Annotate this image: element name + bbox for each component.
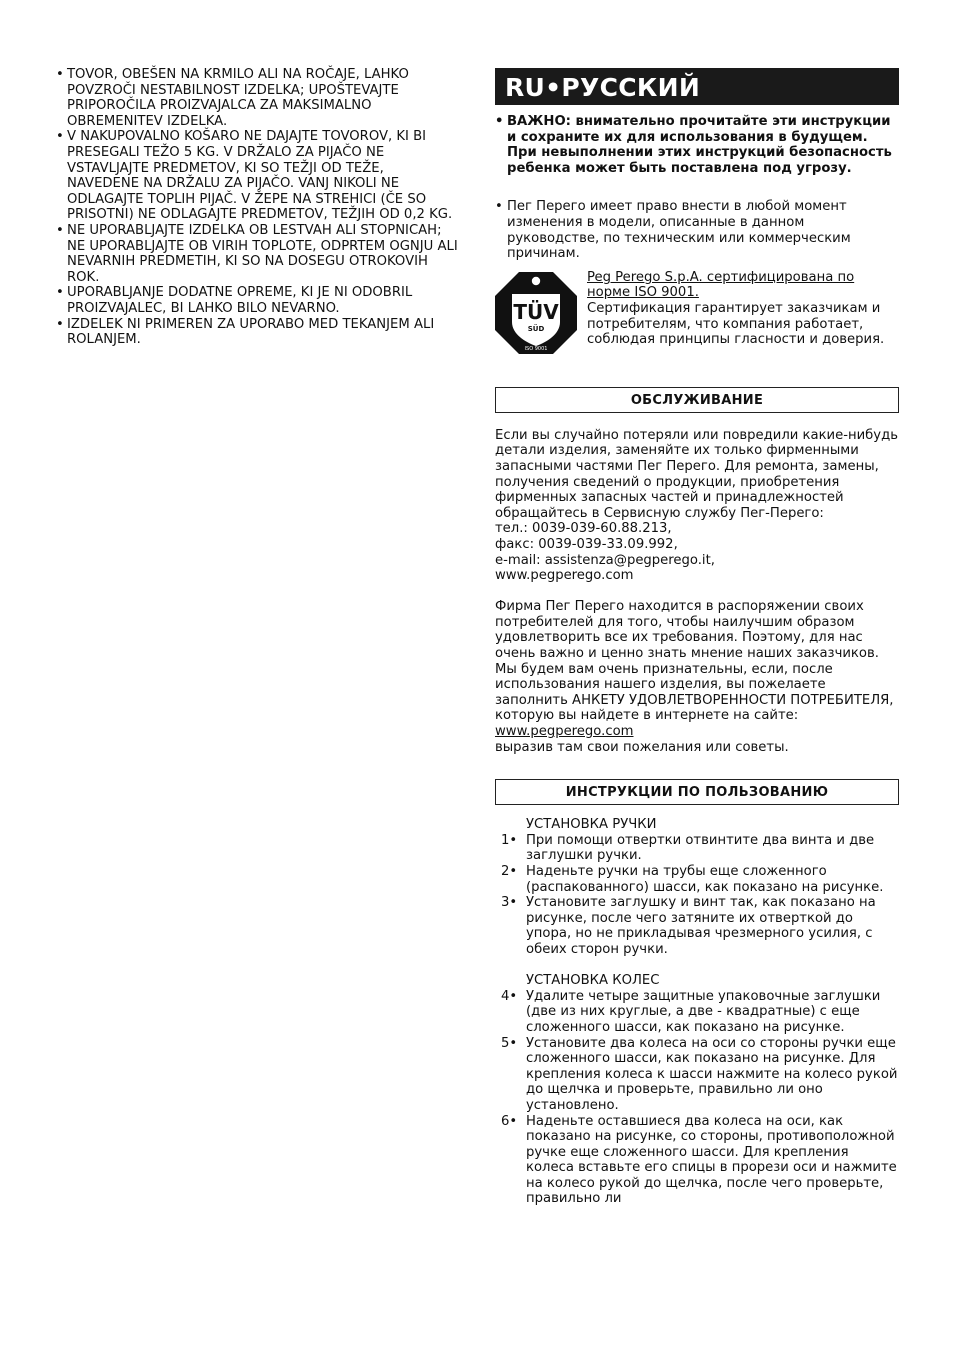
service-email: e-mail: assistenza@pegperego.it, <box>495 552 715 568</box>
left-column <box>56 67 460 348</box>
svg-text:ISO 9001: ISO 9001 <box>524 345 548 352</box>
instructions-header: ИНСТРУКЦИИ ПО ПОЛЬЗОВАНИЮ <box>495 779 899 805</box>
instruction-step-3: 3• Установите заглушку и винт так, как показано на рисунке, после чего затяните их отверткой до упора, но не прикладывая чрезмерного усилия, с обеих сторон ручки. <box>501 895 876 957</box>
section-title: RU•РУССКИЙ <box>495 68 899 105</box>
list-item: • UPORABLJANJE DODATNE OPREME, KI JE NI ODOBRIL PROIZVAJALEC, BI LAHKO BILO NEVARNO. <box>56 285 413 316</box>
list-item: • IZDELEK NI PRIMEREN ZA UPORABO MED TEKANJEM ALI ROLANJEM. <box>56 316 435 348</box>
certification-heading: Peg Perego S.p.A. сертифицирована по норме ISO 9001. <box>587 269 855 301</box>
change-notice: • Пег Перего имеет право внести в любой момент изменения в модели, описанные в данном руководстве, по техническим или коммерческим причинам. <box>495 199 851 262</box>
handle-assembly-title: УСТАНОВКА РУЧКИ <box>526 817 657 833</box>
important-line-2: При невыполнении этих инструкций безопасность ребенка может быть поставлена под угрозу. <box>507 145 892 176</box>
certification-text <box>587 270 901 348</box>
feedback-link[interactable]: www.pegperego.com <box>495 724 634 740</box>
right-column <box>495 68 899 1207</box>
svg-text:SÜD: SÜD <box>527 324 545 333</box>
feedback-paragraph: Фирма Пег Перего находится в распоряжении своих потребителей для того, чтобы наилучшим образом удовлетворить все их требования. Поэтому, для нас очень важно и ценно знать мнение наших заказчиков. Мы будем вам очень признательны, если, после использования нашего изделия, вы пожелаете заполнить АНКЕТУ УДОВЛЕТВОРЕННОСТИ ПОТРЕБИТЕЛЯ, которую вы найдете в интернете на сайте: www.pegperego.com выразив там свои пожелания или советы. <box>495 599 894 755</box>
certification-block <box>495 270 899 374</box>
instruction-step-2: 2• Наденьте ручки на трубы еще сложенного (распакованного) шасси, как показано на рисунке. <box>501 864 884 895</box>
wheel-assembly-title: УСТАНОВКА КОЛЕС <box>526 973 660 989</box>
instruction-step-5: 5• Установите два колеса на оси со стороны ручки еще сложенного шасси, как показано на рисунке. Для крепления колеса к шасси нажмите на колесо рукой до щелчка и проверьте, правильно ли оно установлено. <box>501 1035 898 1113</box>
service-header: ОБСЛУЖИВАНИЕ <box>495 387 899 413</box>
list-item: • TOVOR, OBEŠEN NA KRMILO ALI NA ROČAJE, LAHKO POVZROČI NESTABILNOST IZDELKA; UPOŠTEVAJTE PRIPOROČILA PROIZVAJALCA ZA MAKSIMALNO OBREMENITEV IZDELKA. <box>56 67 409 129</box>
service-section <box>495 428 899 755</box>
certification-body: Сертификация гарантирует заказчикам и потребителям, что компания работает, соблюдая принципы гласности и доверия. <box>587 300 885 348</box>
instruction-step-1: 1• При помощи отвертки отвинтите два винта и две заглушки ручки. <box>501 832 875 864</box>
service-fax: факс: 0039-039-33.09.992, <box>495 536 678 552</box>
service-paragraph: Если вы случайно потеряли или повредили какие-нибудь детали изделия, заменяйте их только фирменными запасными частями Пег Перего. Для ремонта, замены, получения сведений о продукции, приобретения фирменных запасных частей и принадлежностей обращайтесь в Сервисную службу Пег-Перего: <box>495 427 899 521</box>
instruction-step-4: 4• Удалите четыре защитные упаковочные заглушки (две из них круглые, а две - квадратные) с еще сложенного шасси, как показано на рисунке. <box>501 988 881 1035</box>
important-line-1: ВАЖНО: внимательно прочитайте эти инструкции и сохраните их для использования в будущем. <box>507 114 891 145</box>
tuv-certification-logo-icon <box>495 272 577 354</box>
service-website: www.pegperego.com <box>495 568 634 584</box>
service-phone: тел.: 0039-039-60.88.213, <box>495 521 672 537</box>
svg-text:TÜV: TÜV <box>513 299 559 324</box>
instructions-section <box>495 817 899 1207</box>
list-item: • NE UPORABLJAJTE IZDELKA OB LESTVAH ALI STOPNICAH; NE UPORABLJAJTE OB VIRIH TOPLOTE, ODPRTEM OGNJU ALI NEVARNIH PREDMETIH, KI SO NA DOSEGU OTROKOVIH ROK. <box>56 222 458 285</box>
list-item: • V NAKUPOVALNO KOŠARO NE DAJAJTE TOVOROV, KI BI PRESEGALI TEŽO 5 KG. V DRŽALO ZA PIJAČO NE VSTAVLJAJTE PREDMETOV, KI SO TEŽJI OD TEŽE, NAVEDENE NA DRŽALU ZA PIJAČO. VANJ NIKOLI NE ODLAGAJTE TOPLIH PIJAČ. V ŽEPE NA STREHICI (ČE SO PRISOTNI) NE ODLAGAJTE PREDMETOV, TEŽJIH OD 0,2 KG. <box>56 129 453 223</box>
instruction-step-6: 6• Наденьте оставшиеся два колеса на оси, как показано на рисунке, со стороны, противоположной ручке еще сложенного шасси. Для крепления колеса вставьте его спицы в прорези оси и нажмите на колесо рукой до щелчка, после чего проверьте, правильно ли <box>501 1113 897 1207</box>
important-warning: • ВАЖНО: внимательно прочитайте эти инструкции и сохраните их для использования в будущем. При невыполнении этих инструкций безопасность ребенка может быть поставлена под угрозу. <box>495 114 899 176</box>
